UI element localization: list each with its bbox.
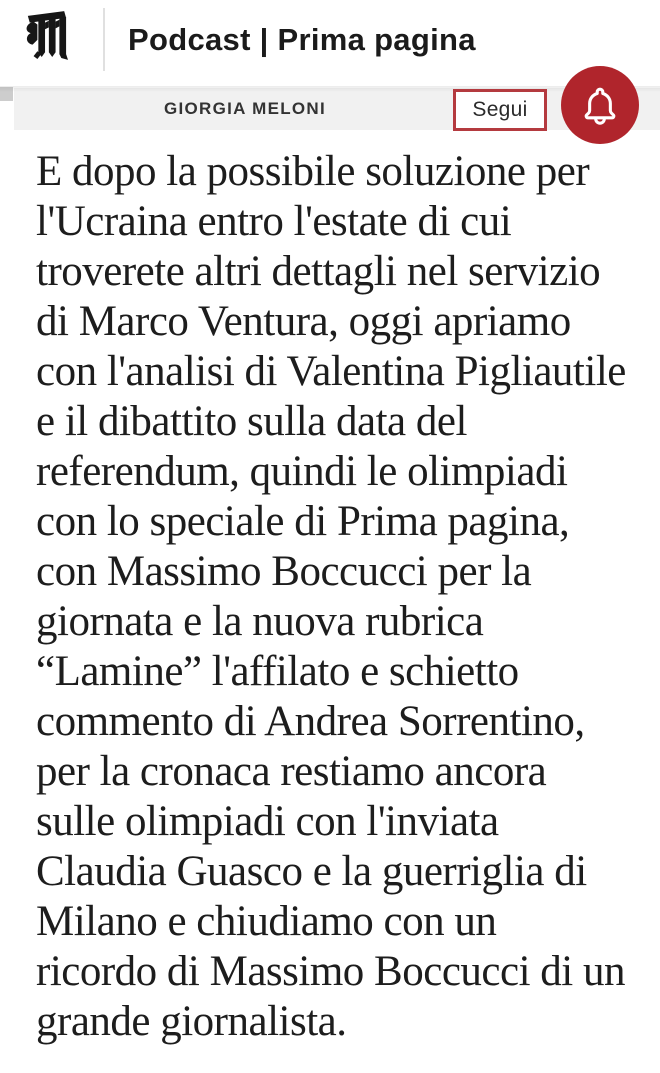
article-line: E dopo la possibile soluzione per — [36, 148, 590, 195]
article-line: giornata e la nuova rubrica — [36, 598, 484, 645]
article-line: referendum, quindi le olimpiadi — [36, 448, 568, 495]
article-line: commento di Andrea Sorrentino, — [36, 698, 585, 745]
article-line: e il dibattito sulla data del — [36, 398, 467, 445]
notifications-button[interactable] — [561, 66, 639, 144]
article-line: sulle olimpiadi con l'inviata — [36, 798, 499, 845]
article-line: per la cronaca restiamo ancora — [36, 748, 547, 795]
messaggero-logo-icon[interactable] — [24, 9, 68, 63]
article-line: l'Ucraina entro l'estate di cui — [36, 198, 512, 245]
article-text — [36, 147, 654, 1047]
article-line: con lo speciale di Prima pagina, — [36, 498, 570, 545]
article-line: ricordo di Massimo Boccucci di un — [36, 948, 625, 995]
header-divider — [103, 8, 105, 71]
article-line: con Massimo Boccucci per la — [36, 548, 532, 595]
topic-label: GIORGIA MELONI — [163, 99, 327, 118]
page-title: Podcast | Prima pagina — [128, 22, 476, 57]
article-line: Milano e chiudiamo con un — [36, 898, 497, 945]
article-line: di Marco Ventura, oggi apriamo — [36, 298, 571, 345]
app-header — [0, 0, 660, 86]
follow-button[interactable]: Segui — [453, 89, 547, 131]
article-line: grande giornalista. — [36, 998, 347, 1045]
article-line: troverete altri dettagli nel servizio — [36, 248, 601, 295]
article-line: Claudia Guasco e la guerriglia di — [36, 848, 587, 895]
article-line: “Lamine” l'affilato e schietto — [36, 648, 519, 695]
article-line: con l'analisi di Valentina Pigliautile — [36, 348, 626, 395]
bell-icon — [577, 82, 623, 128]
